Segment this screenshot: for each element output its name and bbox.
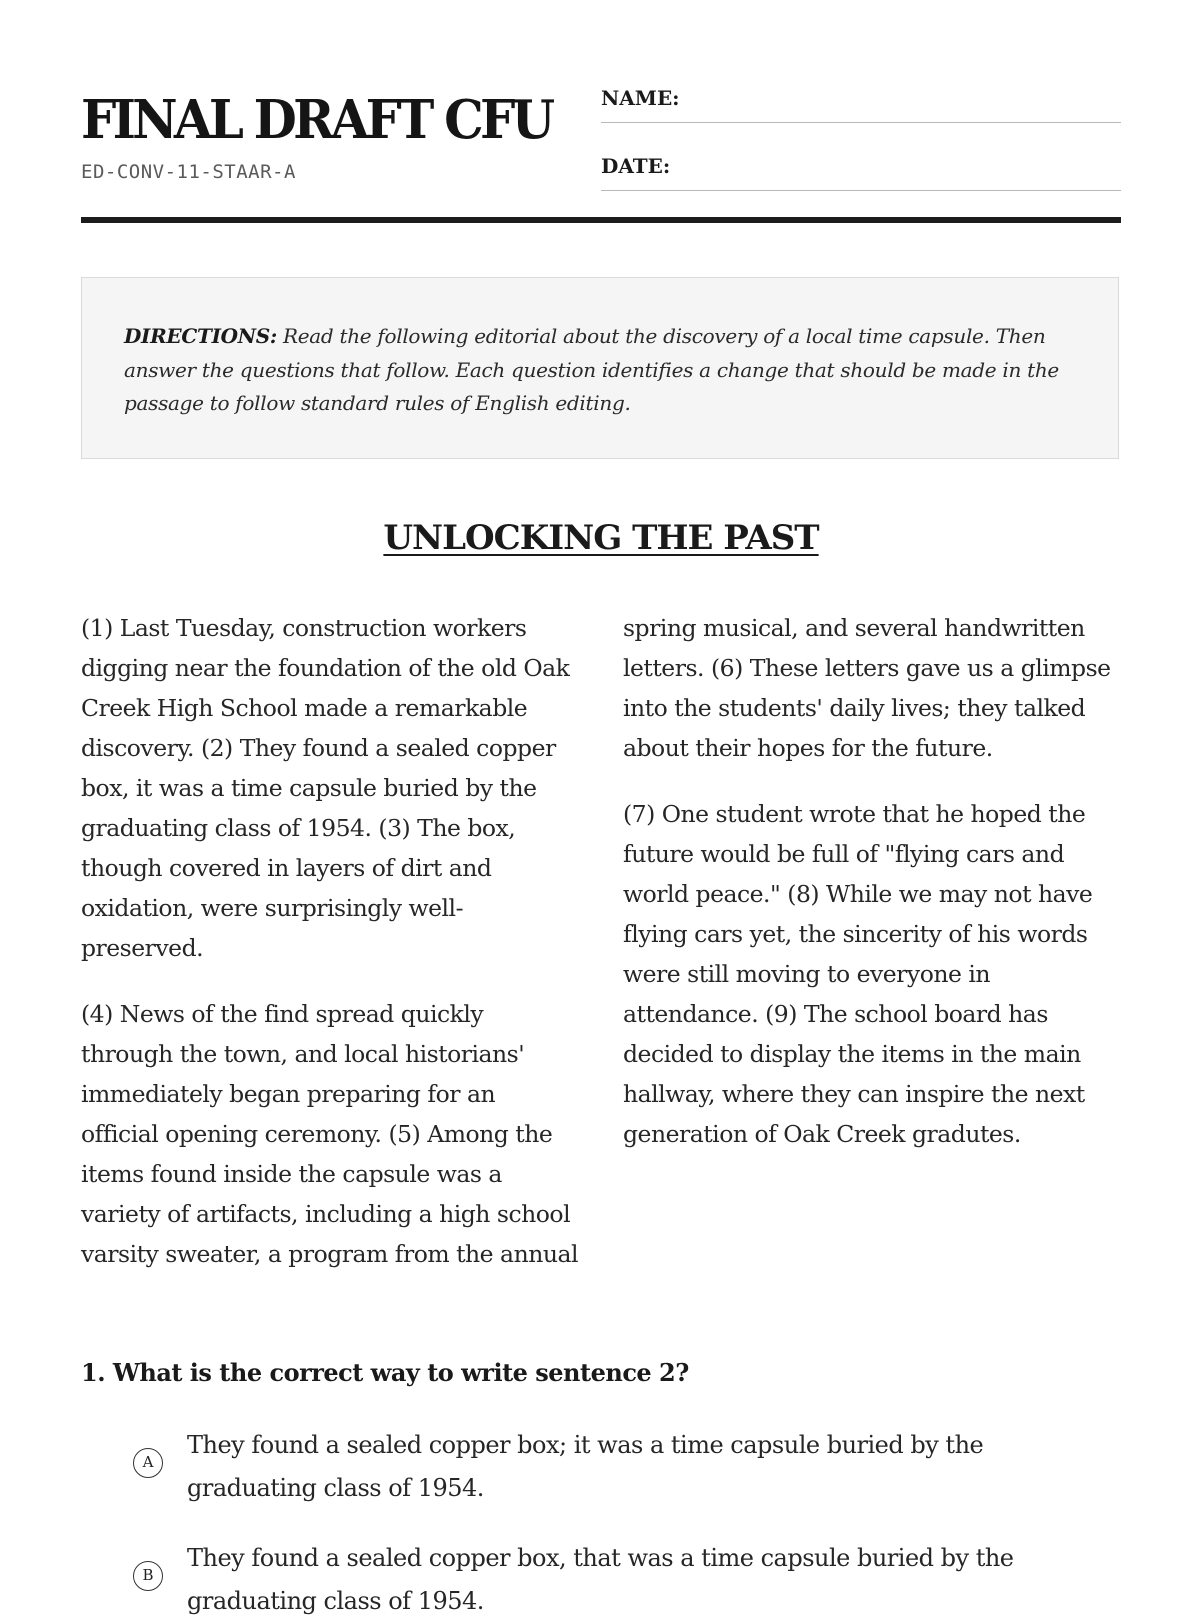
choice-b-text: They found a sealed copper box, that was a time capsule buried by the graduating class of 1954. — [187, 1544, 1014, 1615]
directions-label: DIRECTIONS: — [124, 324, 277, 348]
answer-bubble-b[interactable]: B — [133, 1561, 163, 1591]
passage-paragraph: (7) One student wrote that he hoped the future would be full of "flying cars and world peace." (8) While we may not have flying cars yet, the sincerity of his words were still moving to everyone in attendance. (9) The school board has decided to display the items in the main hallway, where they can inspire the next generation of Oak Creek gradutes. — [623, 800, 1093, 1148]
date-label: DATE: — [601, 154, 671, 178]
choice-a-text: They found a sealed copper box; it was a time capsule buried by the graduating class of 1954. — [187, 1431, 984, 1502]
name-field[interactable] — [601, 86, 1121, 123]
passage-paragraph: (4) News of the find spread quickly through the town, and local historians' immediately began preparing for an official opening ceremony. (5) Among the items found inside the capsule was a variety of artifacts, including a high school varsity sweater, a program from the annual spring musical, and several handwritten letters. (6) These letters gave us a glimpse into the students' daily lives; they talked about their hopes for the future. — [81, 614, 1111, 1268]
question-1-prompt: 1. What is the correct way to write sentence 2? — [81, 1358, 689, 1387]
directions-text: Read the following editorial about the discovery of a local time capsule. Then answer the questions that follow. Each question identifies a change that should be made in the passage to follow standard rules of English editing. — [124, 324, 1059, 415]
worksheet-page — [81, 0, 1121, 1615]
worksheet-header — [81, 0, 1121, 226]
directions-box — [81, 277, 1119, 459]
name-label: NAME: — [601, 86, 680, 110]
passage-paragraph: (1) Last Tuesday, construction workers digging near the foundation of the old Oak Creek High School made a remarkable discovery. (2) They found a sealed copper box, it was a time capsule buried by the graduating class of 1954. (3) The box, though covered in layers of dirt and oxidation, were surprisingly well-preserved. — [81, 614, 570, 962]
date-field[interactable] — [601, 154, 1121, 191]
worksheet-title: FINAL DRAFT CFU — [81, 89, 552, 151]
answer-bubble-a[interactable]: A — [133, 1448, 163, 1478]
passage-body — [81, 608, 1121, 1278]
passage-title — [81, 518, 1121, 559]
passage-title-text: UNLOCKING THE PAST — [383, 518, 819, 558]
worksheet-code: ED-CONV-11-STAAR-A — [81, 161, 296, 183]
header-divider — [81, 217, 1121, 223]
